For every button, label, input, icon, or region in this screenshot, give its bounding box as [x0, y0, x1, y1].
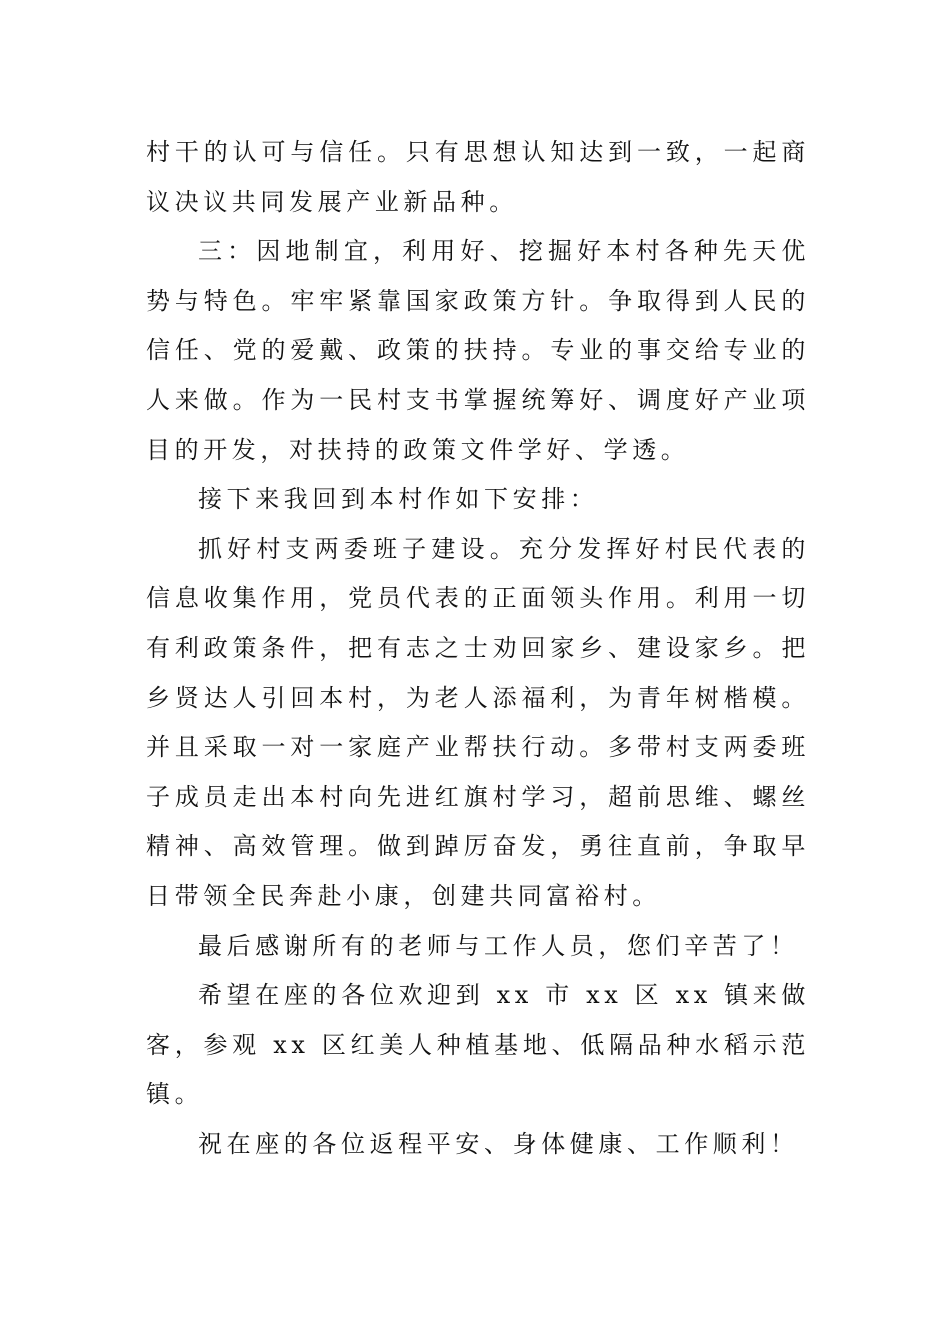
paragraph-team-building: 抓好村支两委班子建设。充分发挥好村民代表的信息收集作用，党员代表的正面领头作用。利用一切有利政策条件，把有志之士劝回家乡、建设家乡。把乡贤达人引回本村，为老人添福利，为青年树楷模。并且采取一对一家庭产业帮扶行动。多带村支两委班子成员走出本村向先进红旗村学习，超前思维、螺丝精神、高效管理。做到踔厉奋发，勇往直前，争取早日带领全民奔赴小康，创建共同富裕村。 — [146, 534, 810, 910]
paragraph-invitation: 希望在座的各位欢迎到 xx 市 xx 区 xx 镇来做客，参观 xx 区红美人种植基地、低隔品种水稻示范镇。 — [146, 981, 810, 1109]
paragraph-thanks: 最后感谢所有的老师与工作人员，您们辛苦了！ — [198, 931, 799, 960]
paragraph-point-three: 三：因地制宜，利用好、挖掘好本村各种先天优势与特色。牢牢紧靠国家政策方针。争取得到人民的信任、党的爱戴、政策的扶持。专业的事交给专业的人来做。作为一民村支书掌握统筹好、调度好产业项目的开发，对扶持的政策文件学好、学透。 — [146, 237, 810, 464]
paragraph-continuation: 村干的认可与信任。只有思想认知达到一致，一起商议决议共同发展产业新品种。 — [146, 138, 810, 216]
document-body — [146, 128, 810, 1169]
paragraph-arrangement-intro: 接下来我回到本村作如下安排： — [198, 485, 599, 514]
paragraph-closing-wishes: 祝在座的各位返程平安、身体健康、工作顺利！ — [198, 1129, 799, 1158]
